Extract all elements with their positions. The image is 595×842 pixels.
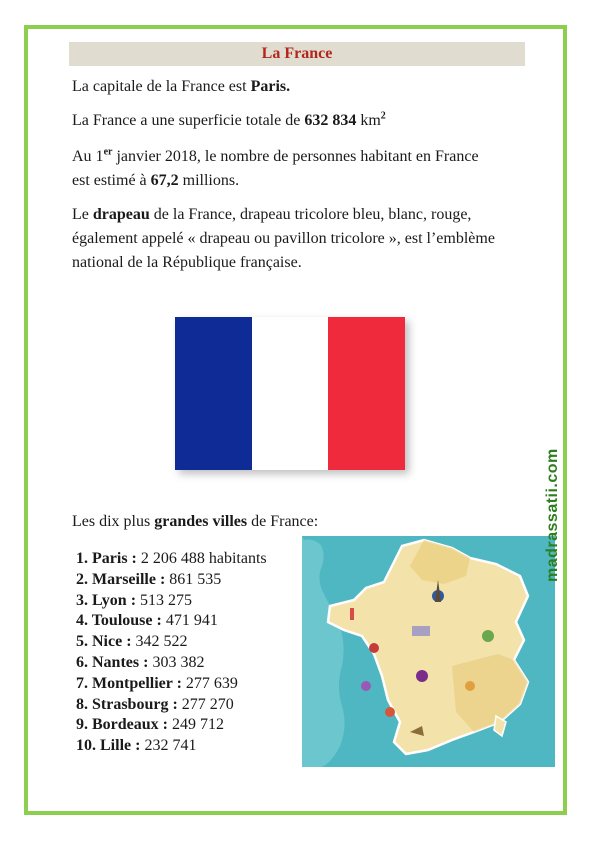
area-unit: km bbox=[360, 112, 381, 129]
list-item bbox=[76, 632, 267, 653]
cities-intro bbox=[72, 510, 318, 534]
flag-text-suffix: de la France, drapeau tricolore bleu, blanc, rouge, également appelé « drapeau ou pavillon tricolore », est l’emblème national de la République française. bbox=[72, 206, 495, 271]
french-flag-image bbox=[175, 317, 405, 470]
city-population: 249 712 bbox=[168, 716, 224, 734]
list-item bbox=[76, 653, 267, 674]
flag-blue-stripe bbox=[175, 317, 252, 470]
city-name: 1. Paris : bbox=[76, 550, 137, 567]
flag-text-bold: drapeau bbox=[92, 206, 150, 223]
france-illustrated-map bbox=[302, 536, 555, 767]
capital-sentence bbox=[72, 75, 290, 99]
area-sentence bbox=[72, 109, 386, 133]
population-date-sup: er bbox=[103, 146, 113, 158]
list-item bbox=[76, 715, 267, 736]
city-population: 471 941 bbox=[161, 612, 218, 630]
city-name: 4. Toulouse : bbox=[76, 612, 162, 630]
city-population: 277 639 bbox=[181, 674, 238, 692]
flag-white-stripe bbox=[252, 317, 329, 470]
city-population: 277 270 bbox=[177, 695, 234, 713]
area-unit-exponent: 2 bbox=[380, 110, 386, 122]
list-item bbox=[76, 736, 267, 757]
capital-prefix: La capitale de la France est bbox=[72, 78, 251, 95]
city-population: 2 206 488 habitants bbox=[136, 550, 267, 567]
list-item bbox=[76, 549, 267, 570]
france-map-illustration bbox=[302, 536, 555, 767]
city-population: 303 382 bbox=[148, 653, 205, 671]
page-title: La France bbox=[69, 42, 525, 66]
list-item bbox=[76, 695, 267, 716]
list-item bbox=[76, 591, 267, 612]
population-date-prefix: Au 1 bbox=[72, 148, 104, 165]
cities-intro-suffix: de France: bbox=[247, 513, 319, 530]
population-suffix: millions. bbox=[178, 172, 240, 189]
city-name: 10. Lille : bbox=[76, 737, 141, 755]
city-name: 3. Lyon : bbox=[76, 591, 137, 609]
population-value: 67,2 bbox=[150, 172, 179, 189]
flag-red-stripe bbox=[328, 317, 405, 470]
city-name: 5. Nice : bbox=[76, 633, 132, 651]
flag-paragraph bbox=[72, 203, 532, 275]
cities-list bbox=[76, 549, 267, 757]
city-population: 342 522 bbox=[131, 633, 188, 651]
population-text: janvier 2018, le nombre de personnes habitant en France est estimé à bbox=[72, 148, 479, 189]
cities-intro-prefix: Les dix plus bbox=[72, 513, 155, 530]
city-name: 2. Marseille : bbox=[76, 570, 166, 588]
flag-text-prefix: Le bbox=[72, 206, 93, 223]
area-prefix: La France a une superficie totale de bbox=[72, 112, 305, 129]
city-population: 232 741 bbox=[140, 737, 197, 755]
city-population: 861 535 bbox=[165, 570, 222, 588]
city-name: 6. Nantes : bbox=[76, 653, 149, 671]
list-item bbox=[76, 674, 267, 695]
city-name: 9. Bordeaux : bbox=[76, 716, 168, 734]
watermark: madrassatii.com bbox=[544, 448, 561, 582]
population-sentence bbox=[72, 145, 492, 193]
capital-city: Paris. bbox=[250, 78, 291, 95]
list-item bbox=[76, 611, 267, 632]
cities-intro-bold: grandes villes bbox=[154, 513, 248, 530]
list-item bbox=[76, 570, 267, 591]
city-name: 8. Strasbourg : bbox=[76, 695, 178, 713]
area-value: 632 834 bbox=[304, 112, 357, 129]
city-population: 513 275 bbox=[136, 591, 193, 609]
city-name: 7. Montpellier : bbox=[76, 674, 182, 692]
